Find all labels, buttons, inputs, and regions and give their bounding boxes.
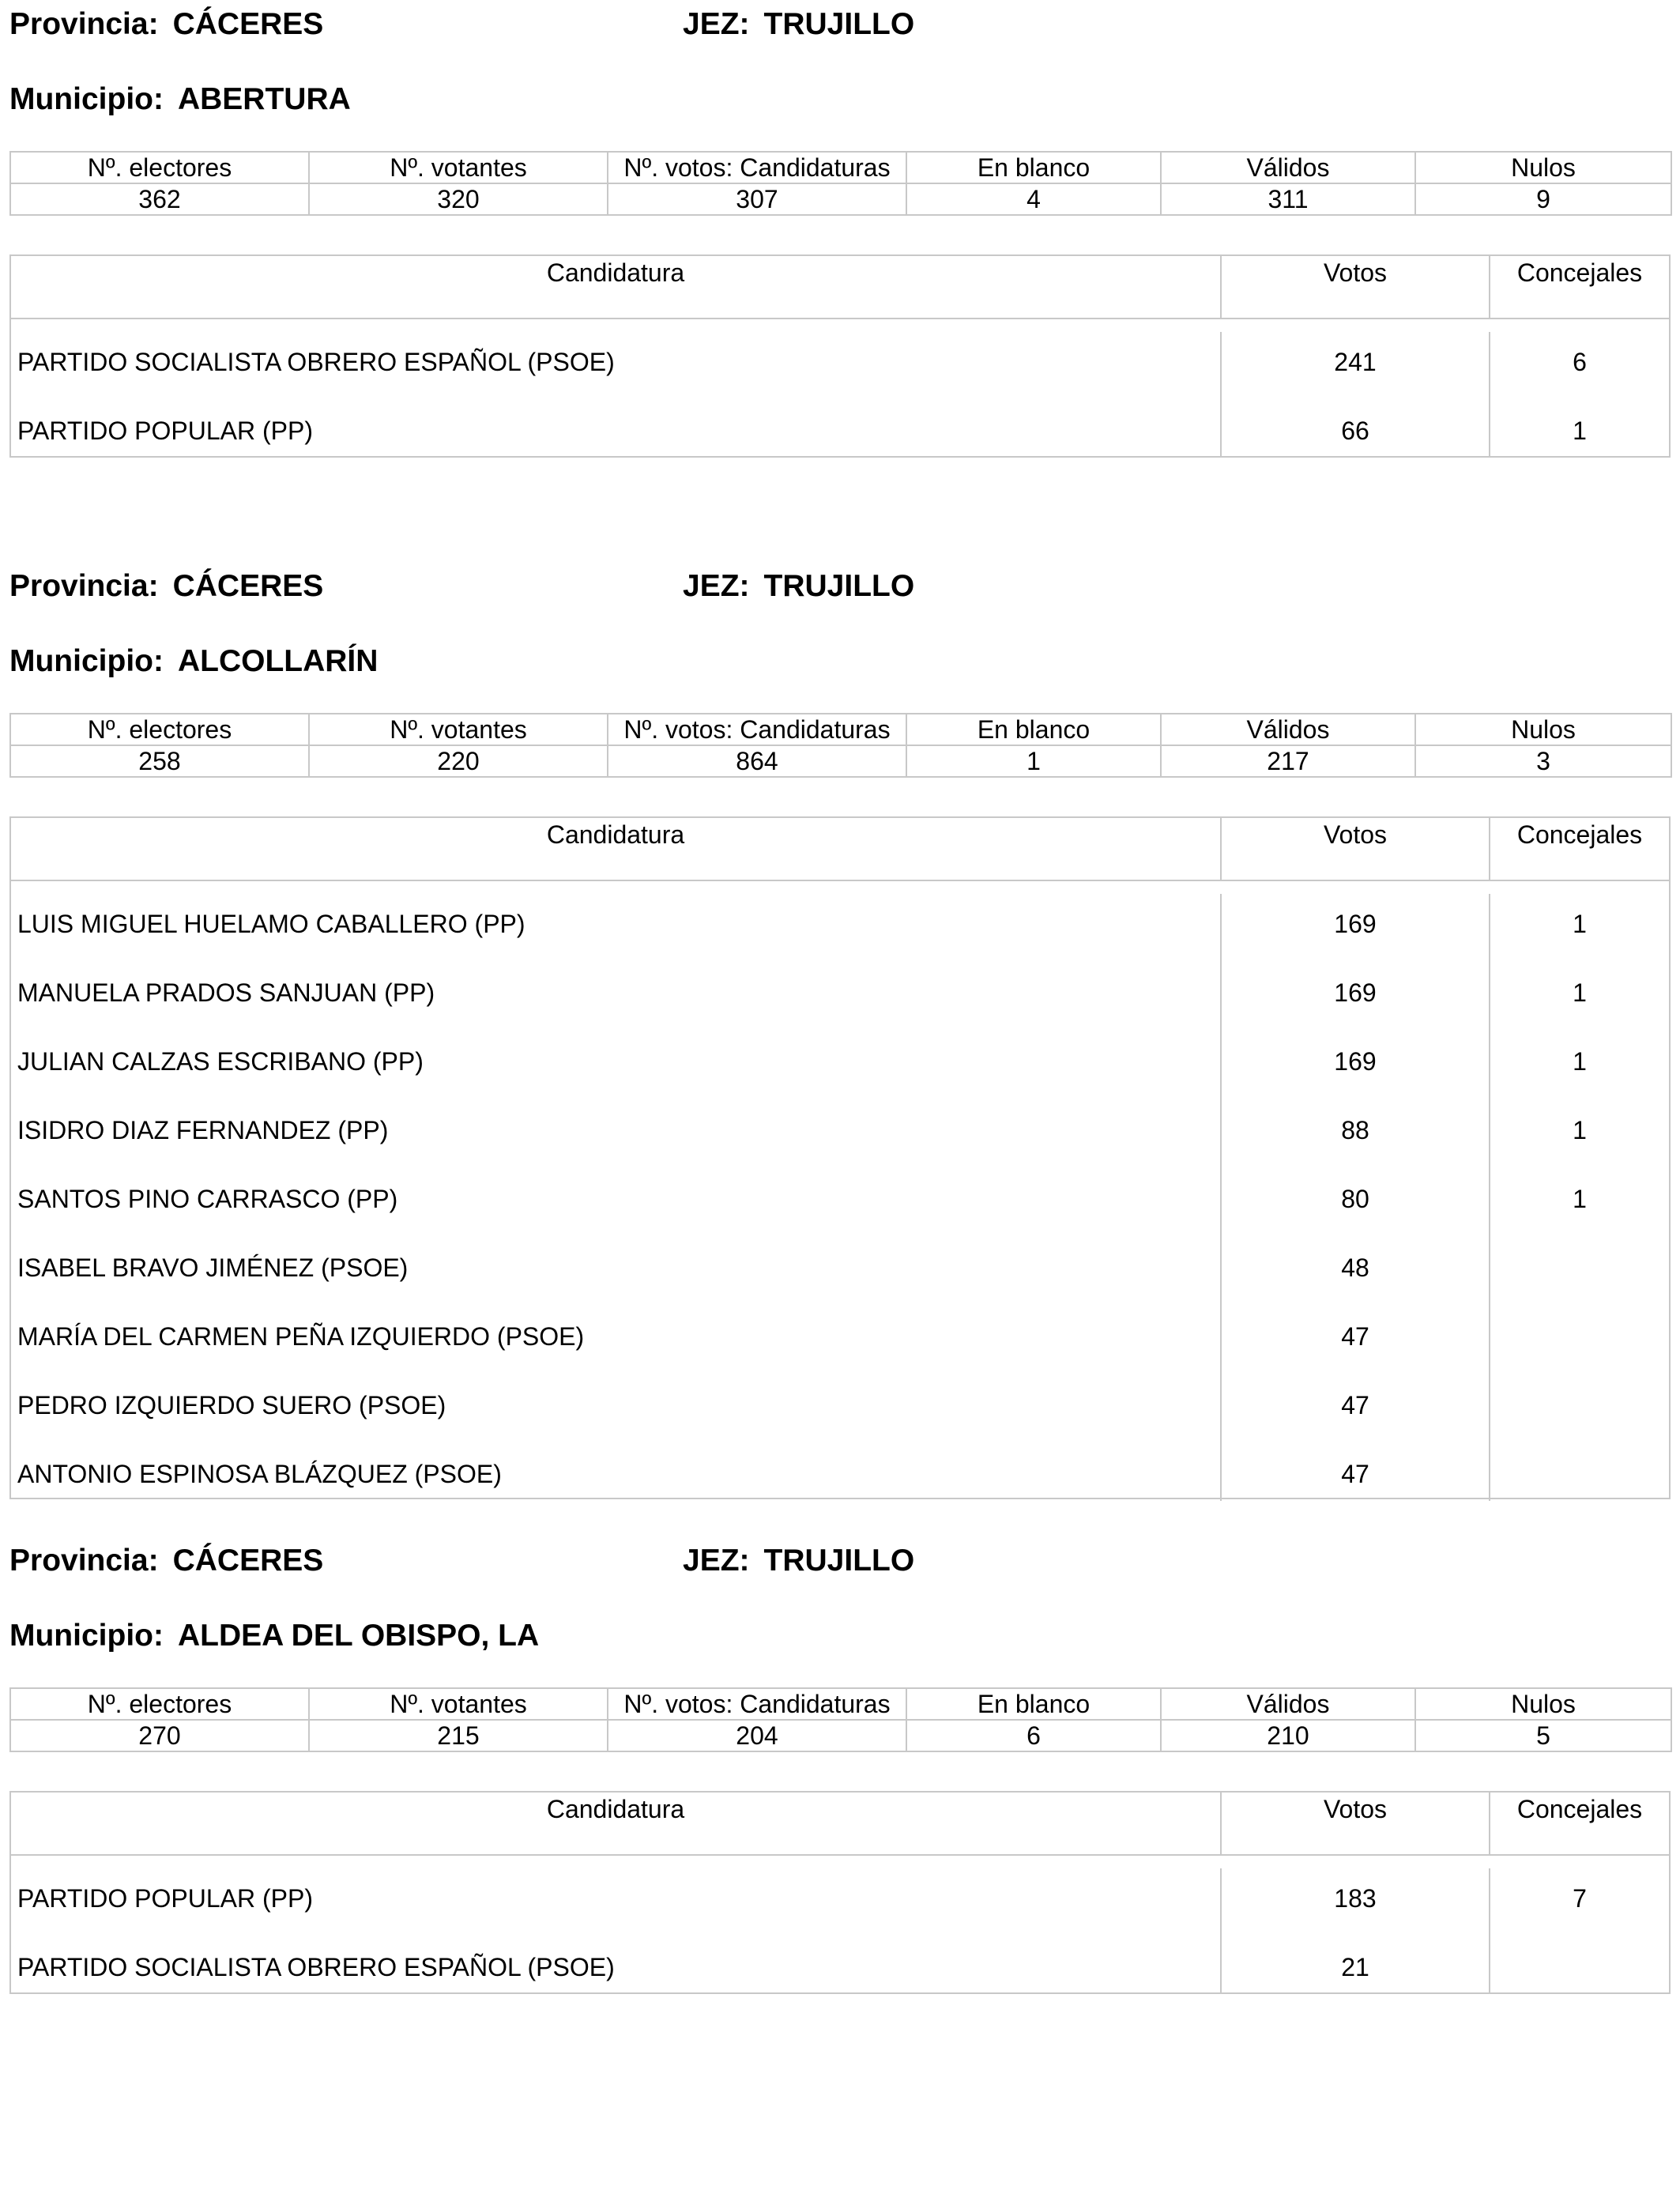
stats-value-validos: 311: [1161, 183, 1415, 215]
provincia-value: CÁCERES: [172, 1544, 324, 1578]
municipio-block-aldea-del-obispo: [9, 1536, 1671, 2011]
stats-header-votantes: Nº. votantes: [309, 714, 608, 745]
table-row: [11, 894, 1669, 963]
stats-header-row: [10, 152, 1671, 183]
candidatura-votos: 47: [1222, 1375, 1490, 1444]
candidatura-concejales: 6: [1573, 348, 1587, 376]
candidatura-votos: 169: [1222, 963, 1490, 1031]
candidatura-concejales: [1490, 1375, 1669, 1444]
candidatura-name: PARTIDO POPULAR (PP): [11, 1868, 1222, 1937]
stats-header-nulos: Nulos: [1415, 1688, 1671, 1720]
header-candidatura: Candidatura: [11, 818, 1222, 880]
jez-label: JEZ:: [683, 7, 750, 41]
stats-header-nulos: Nulos: [1415, 714, 1671, 745]
provincia-heading: [9, 1543, 323, 1579]
candidatura-name: MANUELA PRADOS SANJUAN (PP): [11, 963, 1222, 1031]
stats-header-votantes: Nº. votantes: [309, 152, 608, 183]
candidaturas-header-row: [11, 818, 1669, 881]
stats-header-en-blanco: En blanco: [906, 1688, 1161, 1720]
stats-table: [9, 1687, 1672, 1752]
candidaturas-header-row: [11, 1793, 1669, 1856]
stats-value-en-blanco: 4: [906, 183, 1161, 215]
provincia-label: Provincia:: [9, 7, 159, 41]
table-row: [11, 1238, 1669, 1306]
stats-header-votos-candidaturas: Nº. votos: Candidaturas: [608, 1688, 906, 1720]
table-row: [11, 1375, 1669, 1444]
header-votos: Votos: [1222, 256, 1490, 318]
stats-header-electores: Nº. electores: [10, 714, 309, 745]
stats-value-nulos: 3: [1415, 745, 1671, 777]
candidatura-votos: 48: [1222, 1238, 1490, 1306]
candidatura-votos: 241: [1222, 332, 1490, 401]
candidatura-votos: 183: [1222, 1868, 1490, 1937]
table-row: [11, 1937, 1669, 1994]
municipio-heading: [9, 643, 378, 680]
candidatura-votos: 21: [1222, 1937, 1490, 1994]
jez-value: TRUJILLO: [763, 569, 915, 603]
stats-header-votos-candidaturas: Nº. votos: Candidaturas: [608, 714, 906, 745]
candidatura-concejales: 1: [1573, 978, 1587, 1007]
stats-value-validos: 217: [1161, 745, 1415, 777]
municipio-block-alcollarin: [9, 562, 1671, 1502]
candidatura-votos: 47: [1222, 1444, 1490, 1501]
jez-heading: [683, 568, 914, 605]
municipio-value: ALCOLLARÍN: [177, 644, 379, 678]
candidatura-name: ISIDRO DIAZ FERNANDEZ (PP): [11, 1100, 1222, 1169]
jez-label: JEZ:: [683, 1544, 750, 1578]
provincia-heading: [9, 6, 323, 43]
table-row: [11, 963, 1669, 1031]
stats-header-electores: Nº. electores: [10, 1688, 309, 1720]
candidaturas-table: [9, 1791, 1671, 1994]
provincia-label: Provincia:: [9, 569, 159, 603]
stats-value-nulos: 9: [1415, 183, 1671, 215]
header-concejales: Concejales: [1516, 258, 1643, 287]
municipio-label: Municipio:: [9, 82, 164, 116]
table-row: [11, 1868, 1669, 1937]
stats-value-electores: 362: [10, 183, 309, 215]
candidatura-concejales: 1: [1573, 1185, 1587, 1213]
table-row: [11, 1100, 1669, 1169]
stats-value-row: [10, 183, 1671, 215]
candidatura-concejales: 7: [1573, 1884, 1587, 1913]
provincia-value: CÁCERES: [172, 569, 324, 603]
jez-heading: [683, 1543, 914, 1579]
candidatura-votos: 169: [1222, 894, 1490, 963]
stats-header-en-blanco: En blanco: [906, 714, 1161, 745]
stats-header-validos: Válidos: [1161, 1688, 1415, 1720]
candidatura-votos: 80: [1222, 1169, 1490, 1238]
stats-value-en-blanco: 6: [906, 1720, 1161, 1751]
stats-header-validos: Válidos: [1161, 714, 1415, 745]
stats-value-votos-candidaturas: 307: [608, 183, 906, 215]
stats-header-validos: Válidos: [1161, 152, 1415, 183]
candidatura-name: MARÍA DEL CARMEN PEÑA IZQUIERDO (PSOE): [11, 1306, 1222, 1375]
table-row: [11, 1444, 1669, 1501]
stats-header-en-blanco: En blanco: [906, 152, 1161, 183]
candidatura-name: ANTONIO ESPINOSA BLÁZQUEZ (PSOE): [11, 1444, 1222, 1501]
candidatura-votos: 169: [1222, 1031, 1490, 1100]
candidatura-votos: 47: [1222, 1306, 1490, 1375]
candidatura-votos: 88: [1222, 1100, 1490, 1169]
stats-value-en-blanco: 1: [906, 745, 1161, 777]
stats-value-votos-candidaturas: 864: [608, 745, 906, 777]
jez-value: TRUJILLO: [763, 1544, 915, 1578]
candidaturas-table: [9, 816, 1671, 1499]
stats-header-row: [10, 714, 1671, 745]
table-row: [11, 332, 1669, 401]
candidaturas-table: [9, 254, 1671, 458]
stats-value-validos: 210: [1161, 1720, 1415, 1751]
stats-value-electores: 258: [10, 745, 309, 777]
candidatura-concejales: [1490, 1238, 1669, 1306]
stats-value-votantes: 215: [309, 1720, 608, 1751]
candidatura-concejales: 1: [1573, 417, 1587, 445]
municipio-label: Municipio:: [9, 644, 164, 678]
provincia-label: Provincia:: [9, 1544, 159, 1578]
header-votos: Votos: [1222, 818, 1490, 880]
jez-heading: [683, 6, 914, 43]
header-candidatura: Candidatura: [11, 1793, 1222, 1854]
candidatura-name: PEDRO IZQUIERDO SUERO (PSOE): [11, 1375, 1222, 1444]
jez-value: TRUJILLO: [763, 7, 915, 41]
table-row: [11, 1169, 1669, 1238]
candidatura-concejales: [1490, 1306, 1669, 1375]
municipio-value: ABERTURA: [177, 82, 351, 116]
stats-table: [9, 151, 1672, 216]
provincia-value: CÁCERES: [172, 7, 324, 41]
municipio-block-abertura: [9, 0, 1671, 474]
stats-header-row: [10, 1688, 1671, 1720]
candidatura-concejales: [1490, 1937, 1669, 1994]
municipio-heading: [9, 1618, 539, 1654]
candidatura-concejales: [1490, 1444, 1669, 1501]
municipio-label: Municipio:: [9, 1619, 164, 1653]
table-row: [11, 1031, 1669, 1100]
stats-value-row: [10, 1720, 1671, 1751]
stats-table: [9, 713, 1672, 778]
stats-header-votos-candidaturas: Nº. votos: Candidaturas: [608, 152, 906, 183]
candidatura-name: SANTOS PINO CARRASCO (PP): [11, 1169, 1222, 1238]
candidatura-name: ISABEL BRAVO JIMÉNEZ (PSOE): [11, 1238, 1222, 1306]
candidatura-name: PARTIDO POPULAR (PP): [11, 401, 1222, 458]
candidatura-name: PARTIDO SOCIALISTA OBRERO ESPAÑOL (PSOE): [11, 1937, 1222, 1994]
stats-value-nulos: 5: [1415, 1720, 1671, 1751]
provincia-heading: [9, 568, 323, 605]
candidatura-concejales: 1: [1573, 910, 1587, 938]
stats-value-votantes: 220: [309, 745, 608, 777]
municipio-value: ALDEA DEL OBISPO, LA: [177, 1619, 540, 1653]
header-concejales: Concejales: [1516, 1795, 1643, 1823]
candidatura-concejales: 1: [1573, 1116, 1587, 1144]
candidatura-name: LUIS MIGUEL HUELAMO CABALLERO (PP): [11, 894, 1222, 963]
stats-header-votantes: Nº. votantes: [309, 1688, 608, 1720]
stats-header-electores: Nº. electores: [10, 152, 309, 183]
stats-header-nulos: Nulos: [1415, 152, 1671, 183]
stats-value-votantes: 320: [309, 183, 608, 215]
table-row: [11, 401, 1669, 458]
candidatura-name: PARTIDO SOCIALISTA OBRERO ESPAÑOL (PSOE): [11, 332, 1222, 401]
stats-value-row: [10, 745, 1671, 777]
candidaturas-header-row: [11, 256, 1669, 319]
header-candidatura: Candidatura: [11, 256, 1222, 318]
candidatura-votos: 66: [1222, 401, 1490, 458]
header-concejales: Concejales: [1516, 820, 1643, 849]
candidatura-name: JULIAN CALZAS ESCRIBANO (PP): [11, 1031, 1222, 1100]
table-row: [11, 1306, 1669, 1375]
stats-value-electores: 270: [10, 1720, 309, 1751]
municipio-heading: [9, 81, 351, 118]
stats-value-votos-candidaturas: 204: [608, 1720, 906, 1751]
candidatura-concejales: 1: [1573, 1047, 1587, 1076]
jez-label: JEZ:: [683, 569, 750, 603]
header-votos: Votos: [1222, 1793, 1490, 1854]
